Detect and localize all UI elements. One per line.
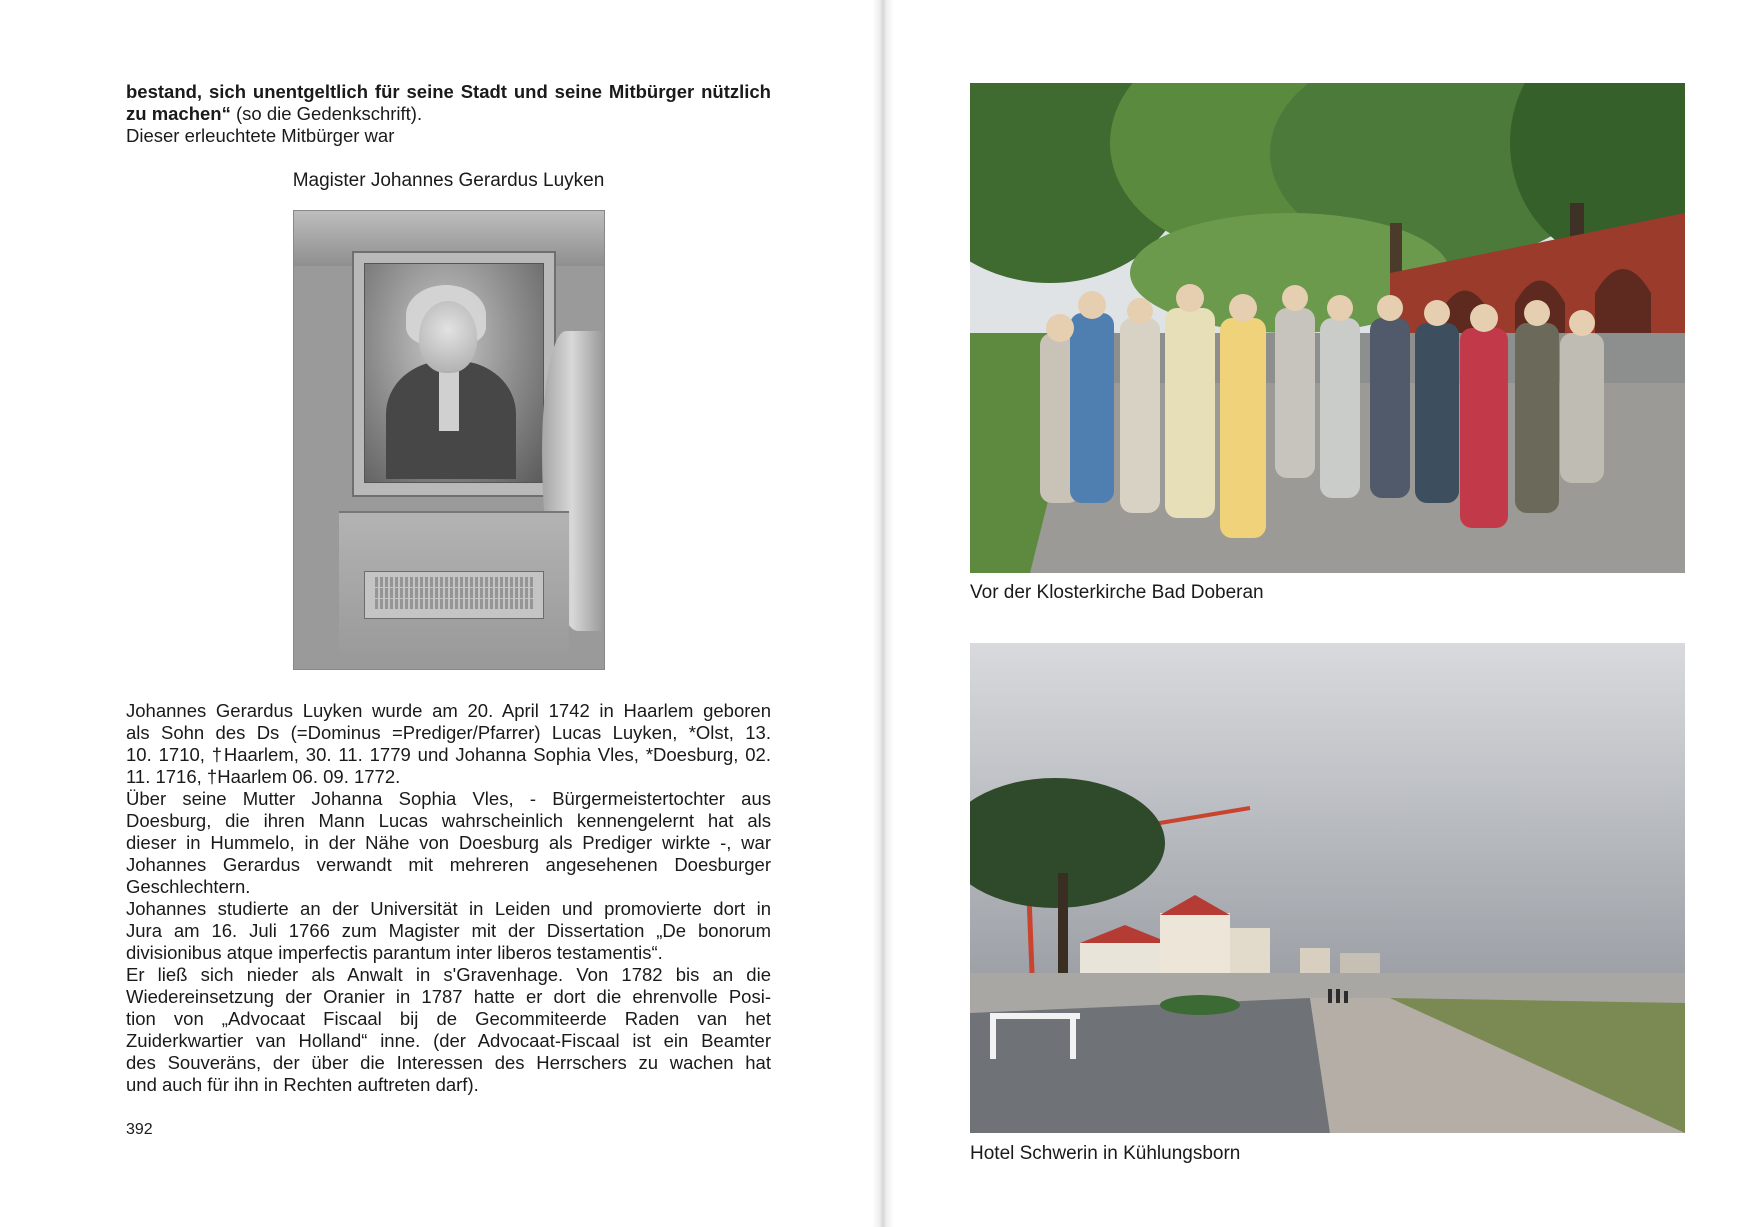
photo-klosterkirche — [970, 83, 1685, 573]
portrait-heading: Magister Johannes Gerardus Luyken — [292, 170, 605, 191]
biography-line: Jura am 16. Juli 1766 zum Magister mit der Dissertation „De bonorum — [126, 920, 771, 941]
biography-line: als Sohn des Ds (=Dominus =Prediger/Pfarrer) Lucas Luyken, *Olst, 13. — [126, 722, 771, 743]
portrait-engraving — [293, 210, 605, 670]
biography-text — [126, 700, 771, 1096]
biography-line: Johannes Gerardus Luyken wurde am 20. April 1742 in Haarlem geboren — [126, 700, 771, 721]
portrait-face — [419, 301, 477, 373]
biography-line: Doesburg, die ihren Mann Lucas wahrscheinlich kennengelernt hat als — [126, 810, 771, 831]
photo-hotel-schwerin — [970, 643, 1685, 1133]
inscription-plaque — [364, 571, 544, 619]
biography-line: Über seine Mutter Johanna Sophia Vles, - Bürgermeistertochter aus — [126, 788, 771, 809]
biography-line: des Souveräns, der über die Interessen des Herrschers zu wachen hat — [126, 1052, 771, 1073]
page-number: 392 — [126, 1121, 153, 1138]
biography-line: 11. 1716, †Haarlem 06. 09. 1772. — [126, 766, 401, 787]
caption-klosterkirche: Vor der Klosterkirche Bad Doberan — [970, 582, 1264, 603]
intro-plain-text: (so die Gedenkschrift). — [230, 103, 423, 124]
portrait-cravat — [439, 371, 459, 431]
biography-line: Johannes Gerardus verwandt mit mehreren angesehenen Doesburger — [126, 854, 771, 875]
intro-paragraph — [126, 81, 771, 147]
intro-line-2: Dieser erleuchtete Mitbürger war — [126, 125, 395, 146]
biography-line: Geschlechtern. — [126, 876, 251, 897]
biography-line: Johannes studierte an der Universität in Leiden und promovierte dort in — [126, 898, 771, 919]
biography-line: Wiedereinsetzung der Oranier in 1787 hatte er dort die ehrenvolle Posi- — [126, 986, 771, 1007]
intro-bold-text: bestand, sich unentgeltlich für seine Stadt und seine Mitbürger nützlich zu machen“ — [126, 81, 771, 124]
book-gutter — [872, 0, 894, 1227]
biography-line: Zuiderkwartier van Holland“ inne. (der Advocaat-Fiscaal ist ein Beamter — [126, 1030, 771, 1051]
biography-line: Er ließ sich nieder als Anwalt in s'Gravenhage. Von 1782 bis an die — [126, 964, 771, 985]
biography-line: und auch für ihn in Rechten auftreten darf). — [126, 1074, 479, 1095]
caption-hotel-schwerin: Hotel Schwerin in Kühlungsborn — [970, 1143, 1241, 1164]
biography-line: 10. 1710, †Haarlem, 30. 11. 1779 und Johanna Sophia Vles, *Doesburg, 02. — [126, 744, 771, 765]
biography-line: tion von „Advocaat Fiscaal bij de Gecommiteerde Raden van het — [126, 1008, 771, 1029]
biography-line: dieser in Hummelo, in der Nähe von Doesburg als Prediger wirkte -, war — [126, 832, 771, 853]
biography-line: divisionibus atque imperfectis parantum inter liberos testamentis“. — [126, 942, 663, 963]
